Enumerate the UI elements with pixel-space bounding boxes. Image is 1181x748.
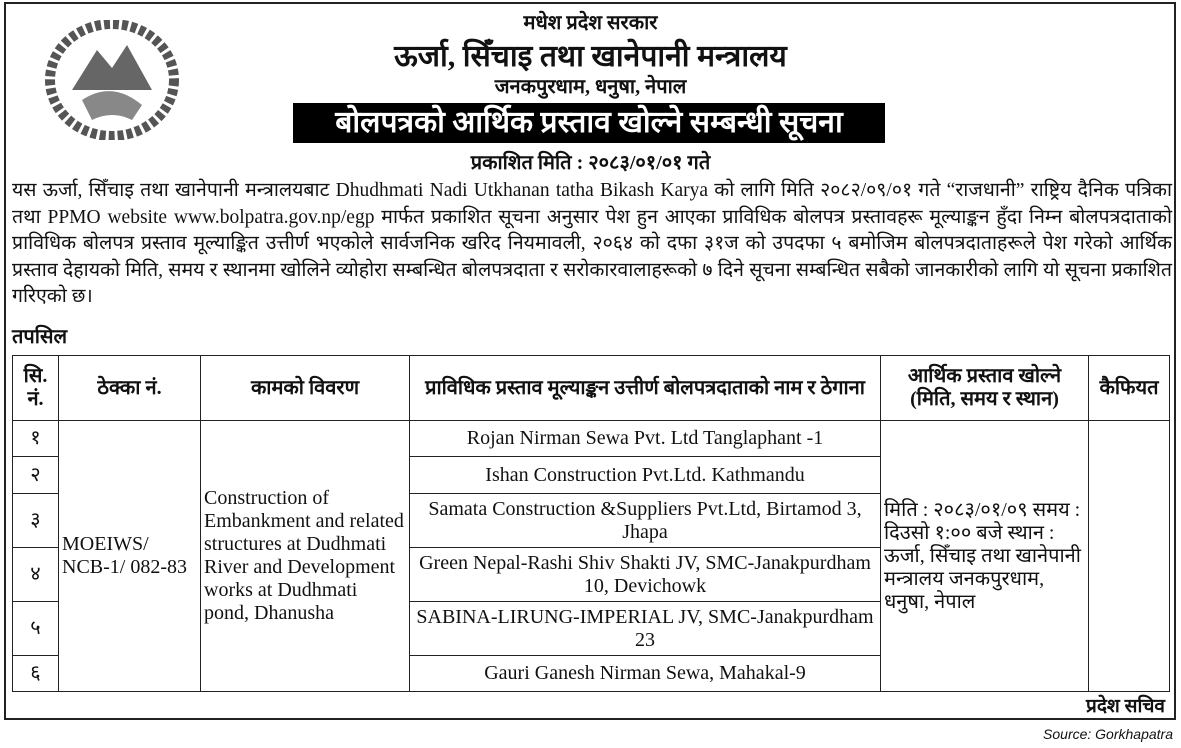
- col-sn: सि. नं.: [13, 356, 59, 421]
- ministry-name: ऊर्जा, सिँचाइ तथा खानेपानी मन्त्रालय: [394, 40, 787, 73]
- work-description: Construction of Embankment and related structures at Dudhmati River and Development works at Dudhmati pond, Dhanusha: [201, 421, 410, 692]
- published-date: प्रकाशित मिति : २०८३/०१/०१ गते: [470, 152, 711, 174]
- contract-number: MOEIWS/ NCB-1/ 082-83: [59, 421, 201, 692]
- opening-details: मिति : २०८३/०१/०९ समय : दिउसो १:०० बजे स्थान : ऊर्जा, सिँचाइ तथा खानेपानी मन्त्रालय जनकपुरधाम, धनुषा, नेपाल: [881, 421, 1089, 692]
- row-sn: ६: [13, 656, 59, 692]
- row-sn: १: [13, 421, 59, 457]
- source-credit: Source: Gorkhapatra: [1043, 726, 1173, 742]
- row-sn: ५: [13, 602, 59, 656]
- table-row: [13, 421, 1170, 457]
- col-opening: आर्थिक प्रस्ताव खोल्ने (मिति, समय र स्थान): [881, 356, 1089, 421]
- row-sn: ४: [13, 548, 59, 602]
- remarks: [1089, 421, 1170, 692]
- ministry-address: जनकपुरधाम, धनुषा, नेपाल: [494, 76, 687, 98]
- bidder-name: Gauri Ganesh Nirman Sewa, Mahakal-9: [410, 656, 881, 692]
- notice-title: बोलपत्रको आर्थिक प्रस्ताव खोल्ने सम्बन्धी सूचना: [293, 103, 885, 143]
- bidder-name: Green Nepal-Rashi Shiv Shakti JV, SMC-Janakpurdham 10, Devichowk: [410, 548, 881, 602]
- bidder-table: [12, 355, 1170, 692]
- notice-body: यस ऊर्जा, सिँचाइ तथा खानेपानी मन्त्रालयबाट Dhudhmati Nadi Utkhanan tatha Bikash Karya को लागि मिति २०८२/०९/०१ गते “राजधानी” राष्ट्रिय दैनिक पत्रिका तथा PPMO website www.bolpatra.gov.np/egp मार्फत प्रकाशित सूचना अनुसार पेश हुन आएका प्राविधिक बोलपत्र प्रस्तावहरू मूल्याङ्कन हुँदा निम्न बोलपत्रदाताको प्राविधिक बोलपत्र प्रस्ताव मूल्याङ्कित उत्तीर्ण भएकोले सार्वजनिक खरिद नियमावली, २०६४ को दफा ३१ज को उपदफा ५ बमोजिम बोलपत्रदाताहरूले पेश गरेको आर्थिक प्रस्ताव देहायको मिति, समय र स्थानमा खोलिने व्योहोरा सम्बन्धित बोलपत्रदाता र सरोकारवालाहरूको ७ दिने सूचना सम्बन्धित सबैको जानकारीको लागि यो सूचना प्रकाशित गरिएको छ।: [12, 180, 1172, 307]
- bidder-name: Ishan Construction Pvt.Ltd. Kathmandu: [410, 457, 881, 494]
- signatory-title: प्रदेश सचिव: [1086, 696, 1165, 717]
- government-name: मधेश प्रदेश सरकार: [523, 12, 658, 34]
- col-contract: ठेक्का नं.: [59, 356, 201, 421]
- row-sn: ३: [13, 494, 59, 548]
- col-description: कामको विवरण: [201, 356, 410, 421]
- details-heading: तपसिल: [12, 326, 68, 348]
- col-bidder: प्राविधिक प्रस्ताव मूल्याङ्कन उत्तीर्ण बोलपत्रदाताको नाम र ठेगाना: [410, 356, 881, 421]
- bidder-name: SABINA-LIRUNG-IMPERIAL JV, SMC-Janakpurdham 23: [410, 602, 881, 656]
- row-sn: २: [13, 457, 59, 494]
- bidder-name: Rojan Nirman Sewa Pvt. Ltd Tanglaphant -1: [410, 421, 881, 457]
- table-header-row: [13, 356, 1170, 421]
- bidder-name: Samata Construction &Suppliers Pvt.Ltd, Birtamod 3, Jhapa: [410, 494, 881, 548]
- col-remarks: कैफियत: [1089, 356, 1170, 421]
